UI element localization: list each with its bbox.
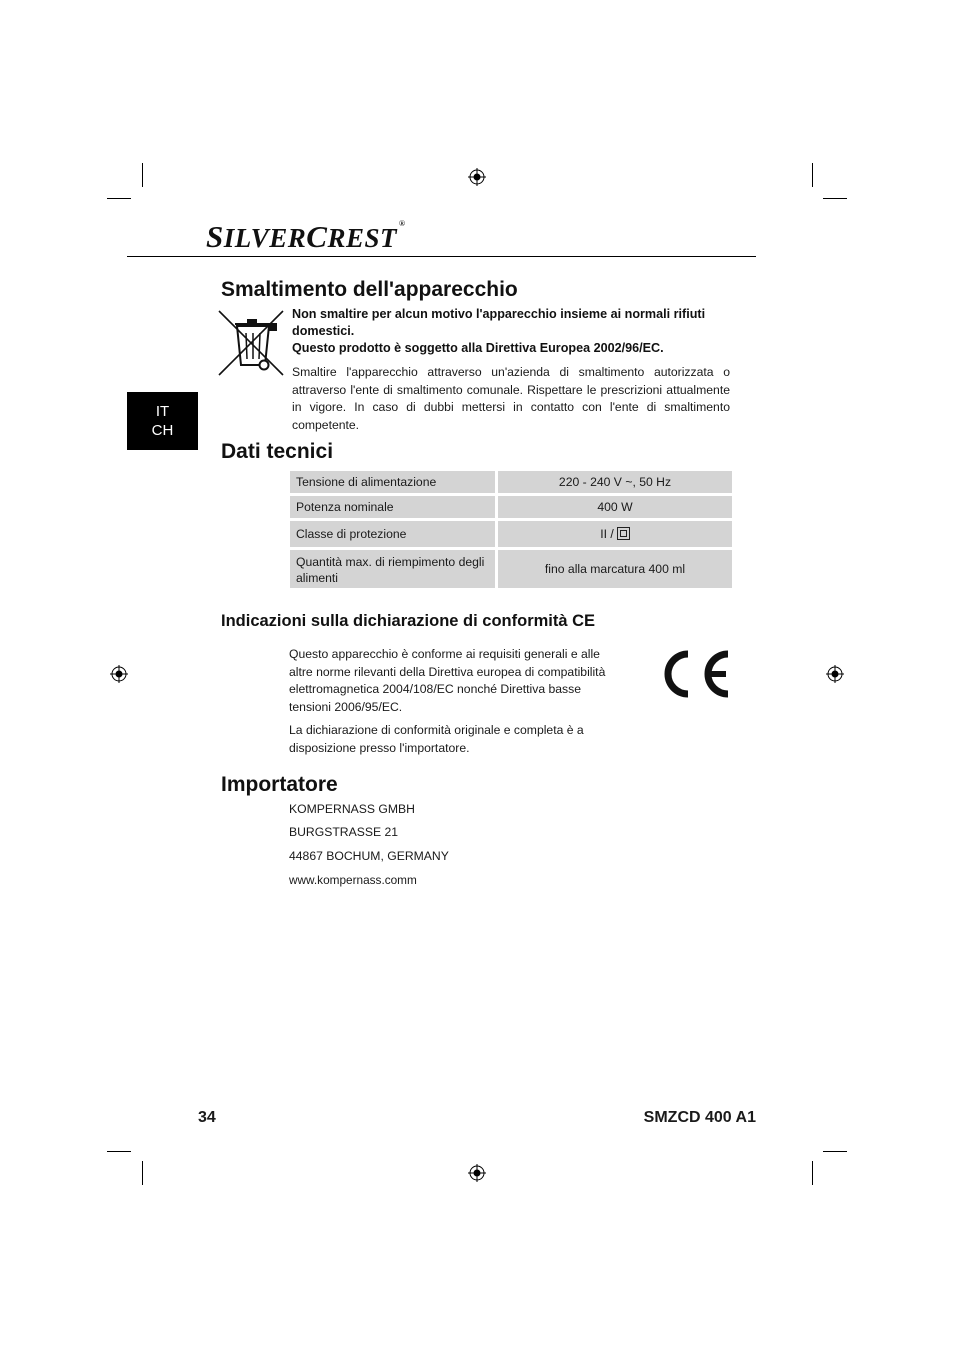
table-row bbox=[290, 550, 732, 591]
table-cell-value: fino alla marcatura 400 ml bbox=[498, 550, 732, 591]
ce-paragraph-2: La dichiarazione di conformità originale e completa è a disposizione presso l'importatore. bbox=[289, 723, 584, 755]
tech-data-table bbox=[290, 471, 732, 591]
table-row bbox=[290, 496, 732, 521]
brand-logo: SILVERCREST ® bbox=[206, 219, 406, 254]
ce-heading: Indicazioni sulla dichiarazione di conformità CE bbox=[221, 612, 596, 630]
importer-web: www.kompernass.comm bbox=[289, 873, 417, 887]
crop-mark bbox=[107, 198, 131, 199]
table-cell-value: 400 W bbox=[498, 496, 732, 521]
crossed-out-wheelie-bin-icon bbox=[217, 309, 285, 377]
registration-mark-icon bbox=[826, 665, 844, 683]
disposal-warning-1: Non smaltire per alcun motivo l'apparecchio insieme ai normali rifiuti domestici. bbox=[292, 307, 706, 338]
language-tab-it: IT bbox=[155, 403, 170, 420]
disposal-heading: Smaltimento dell'apparecchio bbox=[221, 278, 518, 301]
language-tab bbox=[127, 392, 198, 450]
table-cell-value bbox=[498, 521, 732, 550]
table-cell-label: Tensione di alimentazione bbox=[290, 471, 498, 496]
crop-mark bbox=[823, 198, 847, 199]
registration-mark-icon bbox=[468, 168, 486, 186]
crop-mark bbox=[812, 163, 813, 187]
table-row bbox=[290, 471, 732, 496]
importer-company: KOMPERNASS GMBH bbox=[289, 802, 415, 816]
model-number: SMZCD 400 A1 bbox=[643, 1109, 756, 1126]
disposal-warning-2: Questo prodotto è soggetto alla Direttiva Europea 2002/96/EC. bbox=[292, 341, 664, 355]
crop-mark bbox=[812, 1161, 813, 1185]
disposal-body: Smaltire l'apparecchio attraverso un'azienda di smaltimento autorizzata o attraverso l'ente di smaltimento comunale. Rispettare le prescrizioni attualmente in vigore. In caso di dubbi mettersi in contatto con l'ente di smaltimento competente. bbox=[292, 365, 730, 432]
double-insulation-icon bbox=[617, 527, 630, 540]
crop-mark bbox=[142, 163, 143, 187]
crop-mark bbox=[107, 1151, 131, 1152]
crop-mark bbox=[823, 1151, 847, 1152]
header-rule bbox=[127, 256, 756, 257]
table-cell-label: Classe di protezione bbox=[290, 521, 498, 550]
table-row bbox=[290, 521, 732, 550]
table-cell-value: 220 - 240 V ~, 50 Hz bbox=[498, 471, 732, 496]
ce-paragraph-1: Questo apparecchio è conforme ai requisiti generali e alle altre norme rilevanti della Direttiva europea di compatibilità elettromagnetica 2004/108/EC nonché Direttiva basse tensioni 2006/95/EC. bbox=[289, 647, 606, 714]
crop-mark bbox=[142, 1161, 143, 1185]
importer-street: BURGSTRASSE 21 bbox=[289, 825, 399, 839]
tech-heading: Dati tecnici bbox=[221, 440, 334, 463]
importer-heading: Importatore bbox=[221, 773, 338, 796]
registration-mark-icon bbox=[468, 1164, 486, 1182]
protection-class-text: II / bbox=[600, 527, 614, 541]
page-number: 34 bbox=[198, 1109, 216, 1126]
registration-mark-icon bbox=[110, 665, 128, 683]
importer-city: 44867 BOCHUM, GERMANY bbox=[289, 849, 449, 863]
table-cell-label: Quantità max. di riempimento degli alimenti bbox=[290, 550, 498, 591]
language-tab-ch: CH bbox=[151, 422, 174, 439]
table-cell-label: Potenza nominale bbox=[290, 496, 498, 521]
ce-mark-icon bbox=[656, 648, 732, 700]
